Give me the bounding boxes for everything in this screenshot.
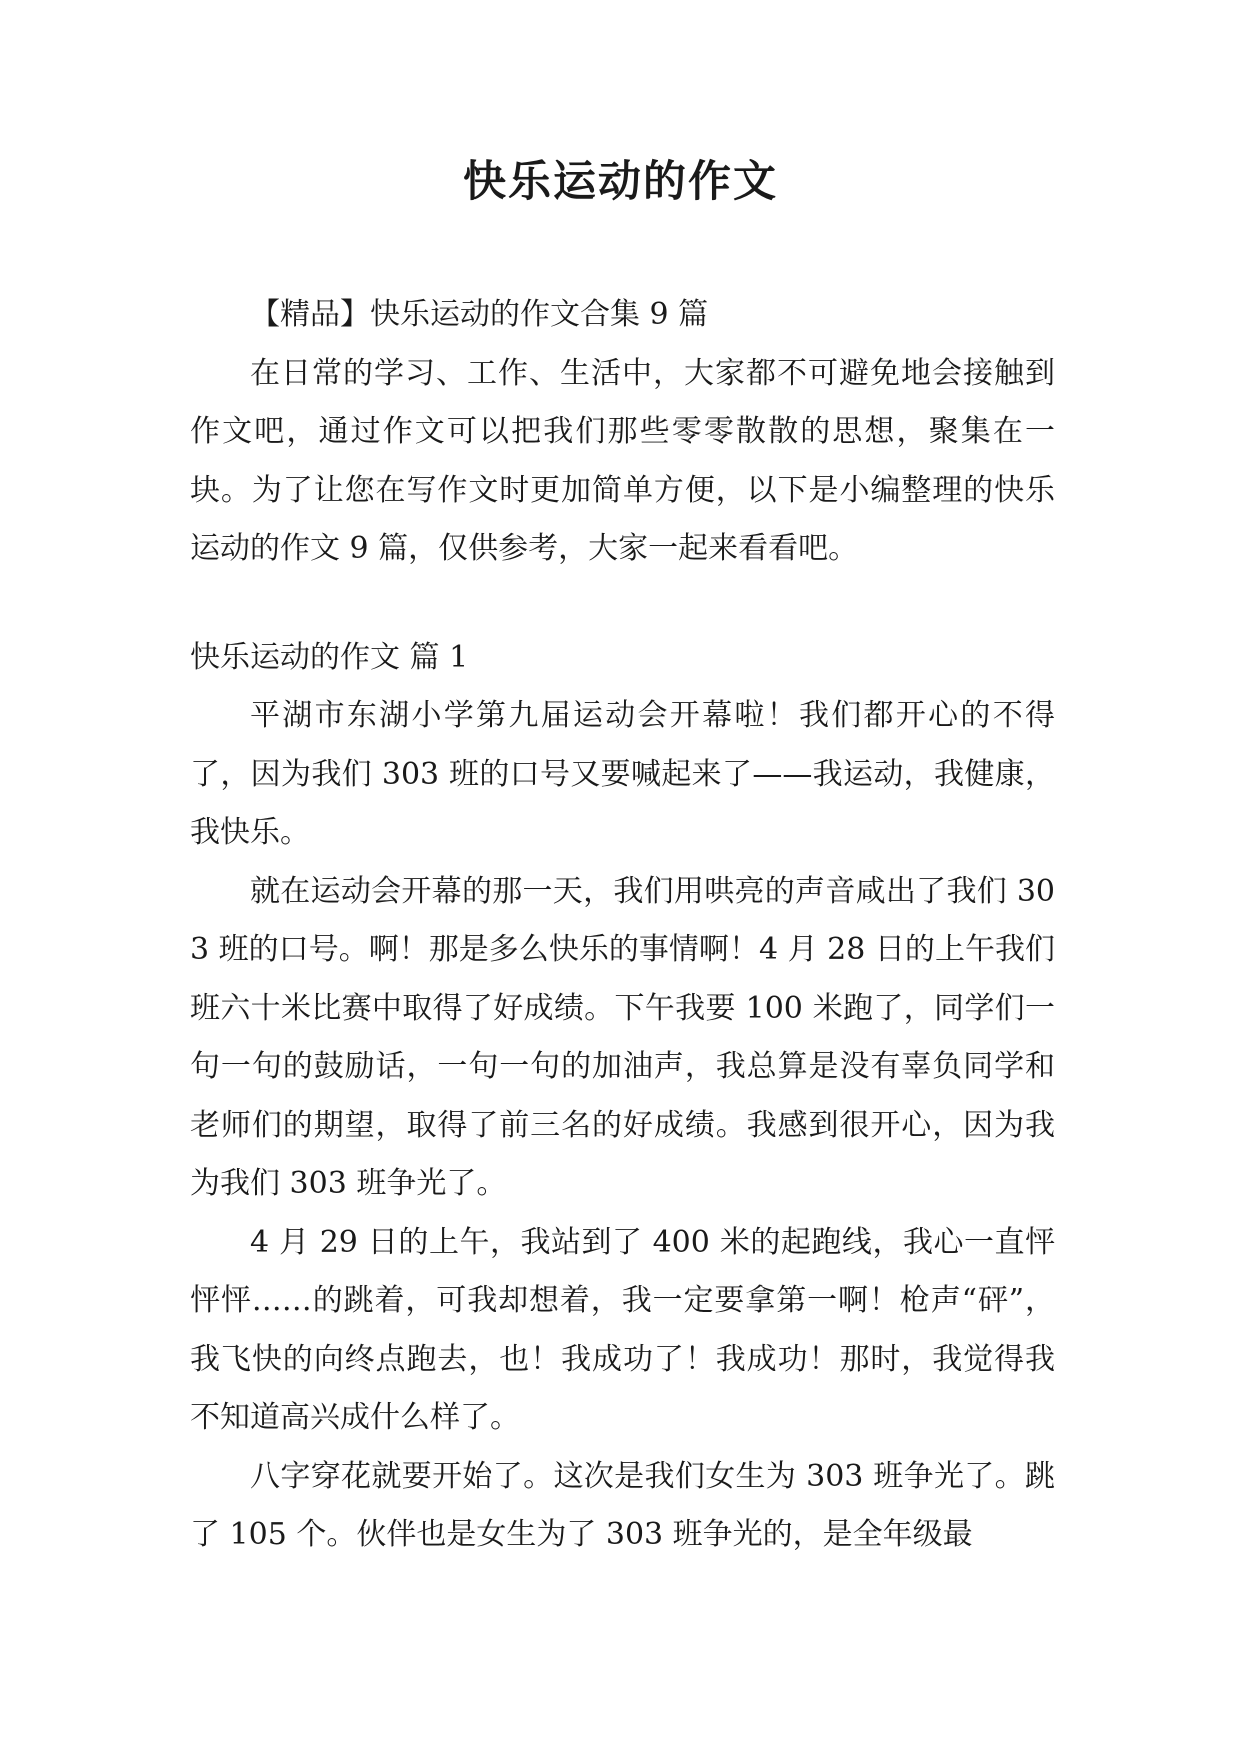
document-body xyxy=(190,286,1055,1565)
document-title: 快乐运动的作文 xyxy=(463,157,778,207)
paragraph: 八字穿花就要开始了。这次是我们女生为 303 班争光了。跳了 105 个。伙伴也是女生为了 303 班争光的，是全年级最 xyxy=(190,1458,1055,1552)
paragraph: 就在运动会开幕的那一天，我们用哄亮的声音咸出了我们 303 班的口号。啊！那是多么快乐的事情啊！4 月 28 日的上午我们班六十米比赛中取得了好成绩。下午我要 100 米跑了，同学们一句一句的鼓励话，一句一句的加油声，我总算是没有辜负同学和老师们的期望，取得了前三名的好成绩。我感到很开心，因为我为我们 303 班争光了。 xyxy=(190,873,1055,1201)
paragraph: 平湖市东湖小学第九届运动会开幕啦！我们都开心的不得了，因为我们 303 班的口号又要喊起来了——我运动，我健康，我快乐。 xyxy=(190,698,1055,850)
section-title: 快乐运动的作文 篇 1 xyxy=(190,639,469,675)
intro-paragraph: 在日常的学习、工作、生活中，大家都不可避免地会接触到作文吧，通过作文可以把我们那些零零散散的思想，聚集在一块。为了让您在写作文时更加简单方便，以下是小编整理的快乐运动的作文 9 篇，仅供参考，大家一起来看看吧。 xyxy=(190,355,1055,566)
lead-line: 【精品】快乐运动的作文合集 9 篇 xyxy=(250,297,709,332)
paragraph: 4 月 29 日的上午，我站到了 400 米的起跑线，我心一直怦怦怦……的跳着，可我却想着，我一定要拿第一啊！枪声“砰”，我飞快的向终点跑去，也！我成功了！我成功！那时，我觉得我不知道高兴成什么样了。 xyxy=(190,1224,1055,1435)
section-spacer xyxy=(190,579,1055,629)
